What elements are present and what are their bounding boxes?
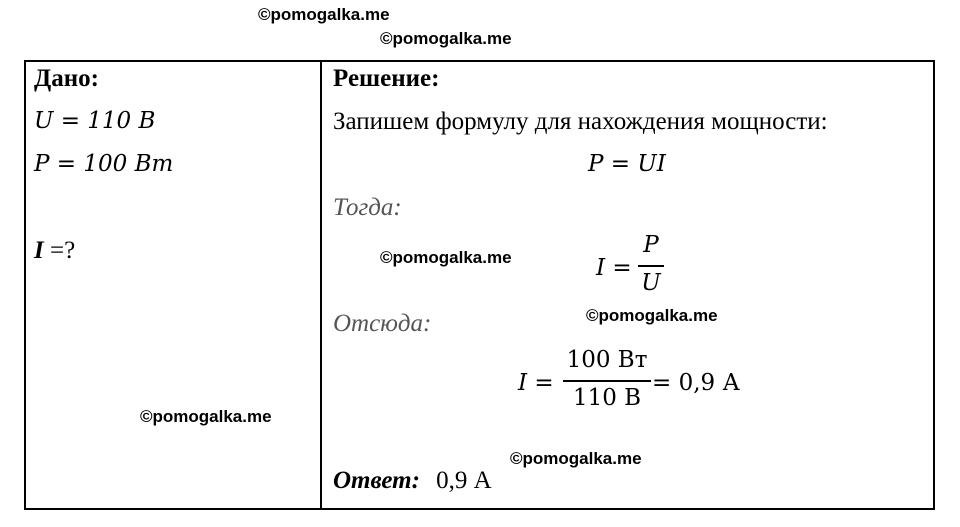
calc-numerator: 100 Вт — [566, 347, 648, 373]
formula-current-fraction — [638, 232, 664, 298]
solution-heading: Решение: — [333, 65, 440, 92]
calc-left: I = — [518, 370, 554, 396]
calc-denominator: 110 В — [572, 385, 642, 411]
then-label: Тогда: — [333, 194, 402, 221]
fraction-denominator: U — [641, 270, 661, 296]
formula-current-left: I = — [596, 255, 632, 281]
given-power: P = 100 Вт — [34, 151, 174, 177]
calc-fraction — [563, 347, 651, 413]
given-unknown — [34, 237, 75, 265]
calc-result: = 0,9 А — [652, 370, 740, 396]
formula-power: P = UI — [588, 151, 666, 177]
watermark: ©pomogalka.me — [380, 248, 512, 267]
watermark: ©pomogalka.me — [380, 29, 512, 48]
calc-fraction-bar — [563, 380, 651, 382]
fraction-numerator: P — [643, 232, 659, 258]
hence-label: Отсюда: — [333, 310, 432, 337]
answer-value: 0,9 А — [436, 467, 492, 494]
given-heading: Дано: — [34, 65, 99, 92]
column-divider — [320, 60, 322, 510]
watermark: ©pomogalka.me — [258, 5, 390, 24]
fraction-bar — [638, 265, 664, 267]
given-voltage: U = 110 В — [34, 108, 156, 134]
unknown-rest: =? — [43, 237, 76, 264]
unknown-symbol: I — [34, 237, 44, 264]
answer-line — [333, 467, 492, 495]
watermark: ©pomogalka.me — [140, 407, 272, 426]
answer-label: Ответ: — [333, 467, 420, 494]
watermark: ©pomogalka.me — [510, 449, 642, 468]
solution-intro: Запишем формулу для нахождения мощности: — [333, 108, 828, 135]
watermark: ©pomogalka.me — [586, 306, 718, 325]
